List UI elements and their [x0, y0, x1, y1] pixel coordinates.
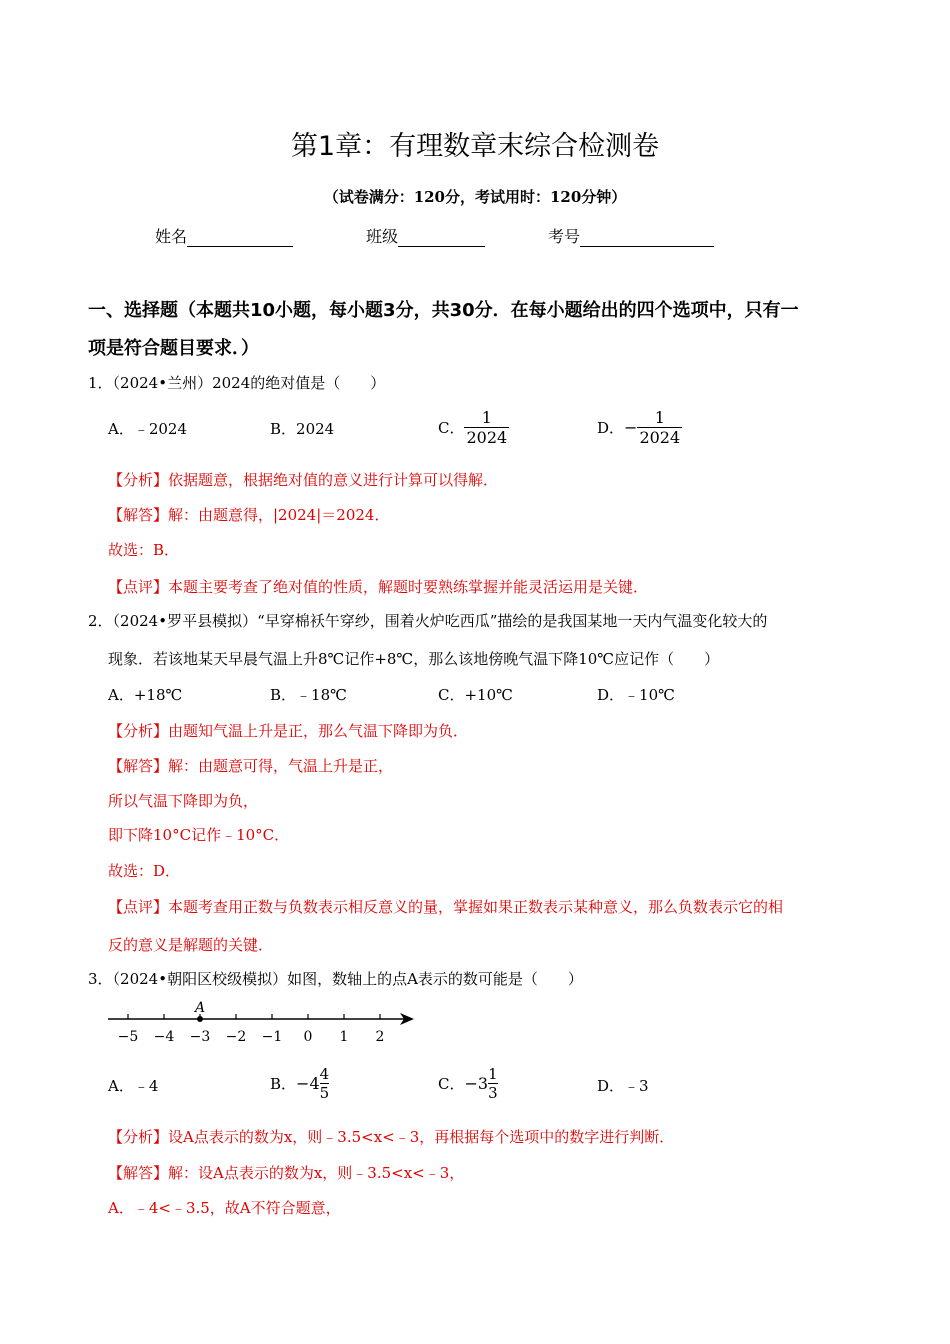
q1-option-d-sign: − [624, 418, 638, 437]
q3-answer-line1: 【解答】解：设A点表示的数为x，则﹣3.5<x<﹣3， [108, 1164, 465, 1182]
number-line-tick-label: −3 [189, 1029, 211, 1045]
page-title: 第1章：有理数章末综合检测卷 [290, 131, 660, 162]
point-a-label: A [194, 1000, 206, 1016]
number-line-tick-label: −5 [117, 1029, 139, 1045]
q3-option-c [438, 1065, 498, 1102]
class-blank [398, 229, 485, 247]
q2-answer-line1: 【解答】解：由题意可得，气温上升是正， [108, 757, 394, 775]
exam-no-blank [580, 229, 714, 247]
name-field [155, 224, 293, 247]
q2-stem-line2: 现象．若该地某天早晨气温上升8℃记作+8℃，那么该地傍晚气温下降10℃应记作（ ） [108, 650, 720, 668]
q1-option-c-label: C． [438, 419, 465, 437]
q1-option-c [438, 408, 509, 447]
point-a-dot [197, 1016, 203, 1022]
fraction-numerator: 1 [488, 1065, 498, 1083]
class-label: 班级 [366, 227, 399, 246]
q2-option-d: D．﹣10℃ [597, 686, 675, 704]
fraction-denominator: 2024 [639, 428, 681, 447]
q1-answer: 【解答】解：由题意得，|2024|＝2024． [108, 506, 390, 524]
exam-no-field [548, 224, 714, 247]
q3-option-c-fraction [488, 1065, 498, 1102]
q1-option-b: B．2024 [270, 420, 335, 438]
q3-option-b-fraction [320, 1065, 330, 1102]
q3-stem: 3．（2024•朝阳区校级模拟）如图，数轴上的点A表示的数可能是（ ） [88, 970, 583, 988]
number-line-tick-label: 1 [339, 1029, 349, 1045]
q2-analysis: 【分析】由题知气温上升是正，那么气温下降即为负． [108, 722, 469, 740]
q2-option-c: C．+10℃ [438, 686, 513, 704]
number-line [100, 995, 420, 1050]
q1-option-d [597, 408, 682, 447]
number-line-tick-label: −2 [225, 1029, 247, 1045]
number-line-tick-label: −4 [153, 1029, 175, 1045]
q2-answer-line2: 所以气温下降即为负， [108, 792, 259, 810]
q1-choice: 故选：B． [108, 541, 180, 559]
q3-answer-line2: A．﹣4<﹣3.5，故A不符合题意， [108, 1199, 341, 1217]
fraction-denominator: 5 [319, 1084, 330, 1102]
q2-answer-line3: 即下降10°C记作﹣10°C． [108, 826, 290, 844]
q2-choice: 故选：D． [108, 862, 181, 880]
q1-option-d-fraction [637, 408, 682, 447]
number-line-tick-label: 0 [303, 1029, 313, 1045]
q1-option-d-label: D． [597, 419, 625, 437]
q3-option-b-label: B． [270, 1075, 297, 1093]
q3-option-b-whole: −4 [296, 1074, 320, 1093]
section-heading-line1: 一、选择题（本题共10小题，每小题3分，共30分．在每小题给出的四个选项中，只有一 [88, 300, 799, 321]
q3-option-c-whole: −3 [464, 1074, 489, 1093]
q2-option-a: A．+18℃ [108, 686, 183, 704]
q1-stem: 1．（2024•兰州）2024的绝对值是（ ） [88, 374, 386, 392]
fraction-numerator: 1 [481, 408, 492, 427]
number-line-tick-label: 2 [375, 1029, 385, 1045]
section-heading-line2: 项是符合题目要求．） [88, 338, 259, 359]
q2-comment-line1: 【点评】本题考查用正数与负数表示相反意义的量，掌握如果正数表示某种意义，那么负数表示它的相 [108, 898, 784, 916]
fraction-denominator: 3 [488, 1084, 498, 1102]
q3-analysis: 【分析】设A点表示的数为x，则﹣3.5<x<﹣3，再根据每个选项中的数字进行判断． [108, 1128, 675, 1146]
q3-option-c-label: C． [438, 1075, 465, 1093]
q1-comment: 【点评】本题主要考查了绝对值的性质，解题时要熟练掌握并能灵活运用是关键． [108, 578, 649, 596]
q3-option-d: D．﹣3 [597, 1077, 649, 1095]
name-label: 姓名 [155, 227, 188, 246]
q1-option-a: A．﹣2024 [108, 420, 188, 438]
number-line-tick-label: −1 [261, 1029, 283, 1045]
name-blank [187, 229, 293, 247]
q2-stem-line1: 2．（2024•罗平县模拟）“早穿棉袄午穿纱，围着火炉吃西瓜”描绘的是我国某地一天内气温变化较大的 [88, 612, 768, 630]
fraction-numerator: 4 [319, 1065, 330, 1083]
q2-comment-line2: 反的意义是解题的关键． [108, 936, 274, 954]
fraction-numerator: 1 [654, 408, 665, 427]
class-field [366, 224, 485, 247]
q1-analysis: 【分析】依据题意，根据绝对值的意义进行计算可以得解． [108, 471, 499, 489]
q2-option-b: B．﹣18℃ [270, 686, 347, 704]
q3-option-a: A．﹣4 [108, 1077, 159, 1095]
fraction-denominator: 2024 [466, 428, 508, 447]
exam-no-label: 考号 [548, 227, 581, 246]
exam-subtitle: （试卷满分：120分，考试用时：120分钟） [323, 188, 627, 206]
q3-option-b [270, 1065, 329, 1102]
q1-option-c-fraction [464, 408, 509, 447]
